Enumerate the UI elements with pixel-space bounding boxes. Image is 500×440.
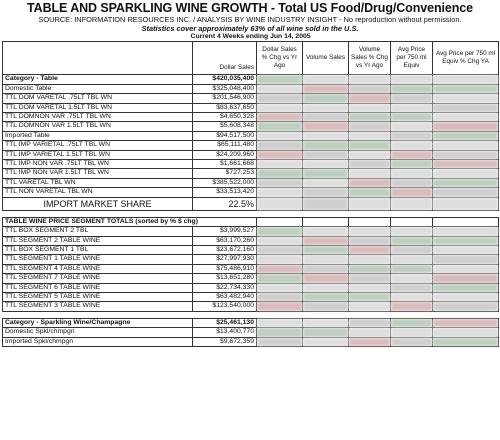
table-row [3, 227, 499, 236]
table-row [3, 236, 499, 245]
sales-table [2, 33, 499, 347]
row-label: Category - Sparkling Wine/Champagne [3, 318, 193, 327]
obscured-cell [257, 84, 303, 93]
header-volume-sales: Volume Sales [303, 42, 349, 75]
obscured-cell [349, 328, 391, 337]
obscured-cell [349, 283, 391, 292]
row-dollar-sales: $63,170,260 [193, 236, 257, 245]
obscured-cell [257, 178, 303, 187]
row-dollar-sales: $727,253 [193, 169, 257, 178]
obscured-cell [391, 150, 433, 159]
row-label: TTL SEGMENT 3 TABLE WINE [3, 302, 193, 311]
header-blank [3, 42, 193, 75]
obscured-cell [303, 169, 349, 178]
obscured-cell [349, 178, 391, 187]
table-row [3, 264, 499, 273]
obscured-cell [433, 188, 499, 197]
import-share-row [3, 197, 499, 210]
row-dollar-sales: $65,111,480 [193, 141, 257, 150]
obscured-cell [349, 122, 391, 131]
obscured-cell [303, 197, 349, 210]
obscured-cell [391, 264, 433, 273]
obscured-cell [349, 264, 391, 273]
obscured-cell [303, 255, 349, 264]
obscured-cell [433, 236, 499, 245]
report-title: TABLE AND SPARKLING WINE GROWTH - Total US Food/Drug/Convenience [27, 1, 473, 15]
obscured-cell [349, 255, 391, 264]
row-label: TTL DOM VARETAL .75LT TBL WN [3, 94, 193, 103]
obscured-cell [349, 131, 391, 140]
obscured-cell [391, 103, 433, 112]
header-volume-sales-chg: Volume Sales % Chg vs Yr Ago [349, 42, 391, 75]
obscured-cell [391, 283, 433, 292]
obscured-cell [433, 302, 499, 311]
obscured-cell [349, 75, 391, 84]
obscured-cell [303, 302, 349, 311]
table-row [3, 94, 499, 103]
row-label: TTL IMP NON VAR 1.5LT TBL WN [3, 169, 193, 178]
row-label: TTL DOMNON VAR .75LT TBL WN [3, 113, 193, 122]
segment-header: TABLE WINE PRICE SEGMENT TOTALS (sorted by % $ chg) [3, 217, 257, 226]
row-label: TTL SEGMENT 2 TABLE WINE [3, 236, 193, 245]
segment-header-row [3, 217, 499, 226]
obscured-cell [257, 169, 303, 178]
obscured-cell [303, 131, 349, 140]
obscured-cell [303, 94, 349, 103]
table-row [3, 274, 499, 283]
row-label: Domestic Table [3, 84, 193, 93]
obscured-cell [303, 337, 349, 346]
obscured-cell [349, 150, 391, 159]
obscured-cell [303, 283, 349, 292]
table-row [3, 122, 499, 131]
table-row [3, 328, 499, 337]
row-dollar-sales: $22,734,330 [193, 283, 257, 292]
row-label: TTL DOMNON VAR 1.5LT TBL WN [3, 122, 193, 131]
header-dollar-sales: Dollar Sales [193, 42, 257, 75]
obscured-cell [303, 245, 349, 254]
obscured-cell [349, 113, 391, 122]
obscured-cell [303, 264, 349, 273]
obscured-cell [257, 103, 303, 112]
obscured-cell [391, 255, 433, 264]
row-dollar-sales: $5,608,348 [193, 122, 257, 131]
table-row [3, 131, 499, 140]
obscured-cell [349, 84, 391, 93]
row-label: Imported Table [3, 131, 193, 140]
header-empty-cell [303, 217, 349, 226]
obscured-cell [433, 169, 499, 178]
obscured-cell [257, 131, 303, 140]
obscured-cell [391, 292, 433, 301]
table-row [3, 245, 499, 254]
obscured-cell [303, 84, 349, 93]
row-dollar-sales: $9,672,359 [193, 337, 257, 346]
obscured-cell [391, 197, 433, 210]
obscured-cell [257, 264, 303, 273]
obscured-cell [257, 75, 303, 84]
obscured-cell [349, 227, 391, 236]
obscured-cell [391, 113, 433, 122]
row-label: Domestic Spkl/chmpgn [3, 328, 193, 337]
obscured-cell [349, 160, 391, 169]
obscured-cell [433, 283, 499, 292]
row-dollar-sales: $27,997,930 [193, 255, 257, 264]
row-dollar-sales: $4,650,328 [193, 113, 257, 122]
obscured-cell [349, 188, 391, 197]
table-row [3, 283, 499, 292]
obscured-cell [349, 292, 391, 301]
obscured-cell [303, 178, 349, 187]
obscured-cell [257, 292, 303, 301]
table-row [3, 75, 499, 84]
row-label: TTL DOM VARETAL 1.5LT TBL WN [3, 103, 193, 112]
obscured-cell [257, 227, 303, 236]
table-row [3, 150, 499, 159]
obscured-cell [433, 255, 499, 264]
row-dollar-sales: $63,482,940 [193, 292, 257, 301]
obscured-cell [349, 318, 391, 327]
header-empty-cell [433, 217, 499, 226]
obscured-cell [433, 264, 499, 273]
obscured-cell [349, 302, 391, 311]
obscured-cell [257, 122, 303, 131]
row-label: TTL SEGMENT 5 TABLE WINE [3, 292, 193, 301]
obscured-cell [349, 236, 391, 245]
obscured-cell [303, 160, 349, 169]
obscured-cell [391, 337, 433, 346]
obscured-cell [303, 318, 349, 327]
obscured-cell [433, 84, 499, 93]
obscured-cell [303, 113, 349, 122]
obscured-cell [391, 318, 433, 327]
row-dollar-sales: $23,672,160 [193, 245, 257, 254]
obscured-cell [303, 188, 349, 197]
import-share-label: IMPORT MARKET SHARE [3, 197, 193, 210]
obscured-cell [433, 245, 499, 254]
obscured-cell [257, 337, 303, 346]
header-avg-price: Avg Price per 750 ml Equiv [391, 42, 433, 75]
obscured-cell [391, 178, 433, 187]
obscured-cell [257, 283, 303, 292]
obscured-cell [391, 131, 433, 140]
obscured-cell [433, 103, 499, 112]
obscured-cell [257, 318, 303, 327]
obscured-cell [257, 197, 303, 210]
obscured-cell [433, 178, 499, 187]
table-row [3, 255, 499, 264]
table-row [3, 141, 499, 150]
obscured-cell [433, 337, 499, 346]
row-label: Imported Spkl/chmpgn [3, 337, 193, 346]
obscured-cell [433, 113, 499, 122]
obscured-cell [349, 103, 391, 112]
row-label: Category - Table [3, 75, 193, 84]
obscured-cell [391, 236, 433, 245]
row-dollar-sales: $13,400,770 [193, 328, 257, 337]
header-avg-price-chg: Avg Price per 750 ml Equiv % Chg YA [433, 42, 499, 75]
row-label: TTL IMP NON VAR .75LT TBL WN [3, 160, 193, 169]
row-dollar-sales: $25,461,130 [193, 318, 257, 327]
obscured-cell [433, 197, 499, 210]
obscured-cell [433, 94, 499, 103]
obscured-cell [391, 169, 433, 178]
row-label: TTL SEGMENT 4 TABLE WINE [3, 264, 193, 273]
table-row [3, 302, 499, 311]
obscured-cell [257, 274, 303, 283]
obscured-cell [257, 236, 303, 245]
obscured-cell [391, 94, 433, 103]
obscured-cell [257, 150, 303, 159]
row-label: TTL IMP VARIETAL 1.5LT TBL WN [3, 150, 193, 159]
obscured-cell [303, 141, 349, 150]
obscured-cell [433, 141, 499, 150]
import-share-value: 22.5% [193, 197, 257, 210]
row-dollar-sales: $385,522,000 [193, 178, 257, 187]
row-dollar-sales: $75,486,910 [193, 264, 257, 273]
table-row [3, 188, 499, 197]
obscured-cell [303, 227, 349, 236]
spacer-cell [3, 311, 499, 318]
row-dollar-sales: $13,651,280 [193, 274, 257, 283]
obscured-cell [433, 131, 499, 140]
table-row [3, 292, 499, 301]
obscured-cell [257, 328, 303, 337]
row-dollar-sales: $33,513,420 [193, 188, 257, 197]
obscured-cell [257, 141, 303, 150]
obscured-cell [349, 94, 391, 103]
obscured-cell [303, 150, 349, 159]
obscured-cell [349, 197, 391, 210]
obscured-cell [433, 328, 499, 337]
table-row [3, 113, 499, 122]
table-row [3, 160, 499, 169]
table-row [3, 178, 499, 187]
obscured-cell [303, 328, 349, 337]
table-row [3, 84, 499, 93]
obscured-cell [433, 150, 499, 159]
obscured-cell [391, 122, 433, 131]
row-label: TTL SEGMENT 1 TABLE WINE [3, 255, 193, 264]
obscured-cell [391, 75, 433, 84]
header-dollar-sales-chg: Dollar Sales % Chg vs Yr Ago [257, 42, 303, 75]
obscured-cell [391, 160, 433, 169]
header-empty-cell [349, 217, 391, 226]
obscured-cell [391, 84, 433, 93]
obscured-cell [257, 160, 303, 169]
row-dollar-sales: $3,999,527 [193, 227, 257, 236]
obscured-cell [303, 75, 349, 84]
statistics-note: Statistics cover approximately 63% of all wine sold in the U.S. [141, 24, 359, 33]
obscured-cell [433, 292, 499, 301]
row-dollar-sales: $123,540,000 [193, 302, 257, 311]
obscured-cell [303, 122, 349, 131]
obscured-cell [303, 103, 349, 112]
obscured-cell [391, 302, 433, 311]
row-dollar-sales: $201,546,900 [193, 94, 257, 103]
table-row [3, 337, 499, 346]
obscured-cell [433, 160, 499, 169]
obscured-cell [433, 318, 499, 327]
obscured-cell [349, 337, 391, 346]
obscured-cell [303, 274, 349, 283]
obscured-cell [349, 141, 391, 150]
spacer-row [3, 210, 499, 217]
obscured-cell [257, 302, 303, 311]
obscured-cell [257, 94, 303, 103]
obscured-cell [391, 245, 433, 254]
obscured-cell [433, 75, 499, 84]
row-label: TTL BOX SEGMENT 2 TBL [3, 227, 193, 236]
row-dollar-sales: $24,209,960 [193, 150, 257, 159]
obscured-cell [391, 227, 433, 236]
row-dollar-sales: $94,517,500 [193, 131, 257, 140]
spacer-row [3, 311, 499, 318]
row-label: TTL SEGMENT 7 TABLE WINE [3, 274, 193, 283]
obscured-cell [433, 227, 499, 236]
obscured-cell [257, 255, 303, 264]
obscured-cell [433, 122, 499, 131]
obscured-cell [257, 188, 303, 197]
obscured-cell [391, 188, 433, 197]
source-note: SOURCE: INFORMATION RESOURCES INC. / ANALYSIS BY WINE INDUSTRY INSIGHT - No reproduction without permission. [38, 15, 462, 24]
row-dollar-sales: $420,035,400 [193, 75, 257, 84]
obscured-cell [391, 141, 433, 150]
obscured-cell [391, 328, 433, 337]
obscured-cell [433, 274, 499, 283]
obscured-cell [303, 292, 349, 301]
table-row [3, 103, 499, 112]
obscured-cell [257, 113, 303, 122]
obscured-cell [349, 245, 391, 254]
table-row [3, 318, 499, 327]
table-row [3, 169, 499, 178]
row-dollar-sales: $325,048,400 [193, 84, 257, 93]
row-label: TTL VARETAL TBL WN [3, 178, 193, 187]
obscured-cell [391, 274, 433, 283]
row-dollar-sales: $83,637,650 [193, 103, 257, 112]
spacer-cell [3, 210, 499, 217]
obscured-cell [349, 169, 391, 178]
period-label: Current 4 Weeks ending Jun 14, 2005 [3, 33, 499, 42]
row-dollar-sales: $1,661,668 [193, 160, 257, 169]
row-label: TTL IMP VARIETAL .75LT TBL WN [3, 141, 193, 150]
row-label: TTL NON VARETAL TBL WN [3, 188, 193, 197]
row-label: TTL SEGMENT 6 TABLE WINE [3, 283, 193, 292]
header-empty-cell [257, 217, 303, 226]
obscured-cell [349, 274, 391, 283]
row-label: TTL BOX SEGMENT 1 TBL [3, 245, 193, 254]
report [2, 2, 498, 347]
header-empty-cell [391, 217, 433, 226]
obscured-cell [257, 245, 303, 254]
obscured-cell [303, 236, 349, 245]
